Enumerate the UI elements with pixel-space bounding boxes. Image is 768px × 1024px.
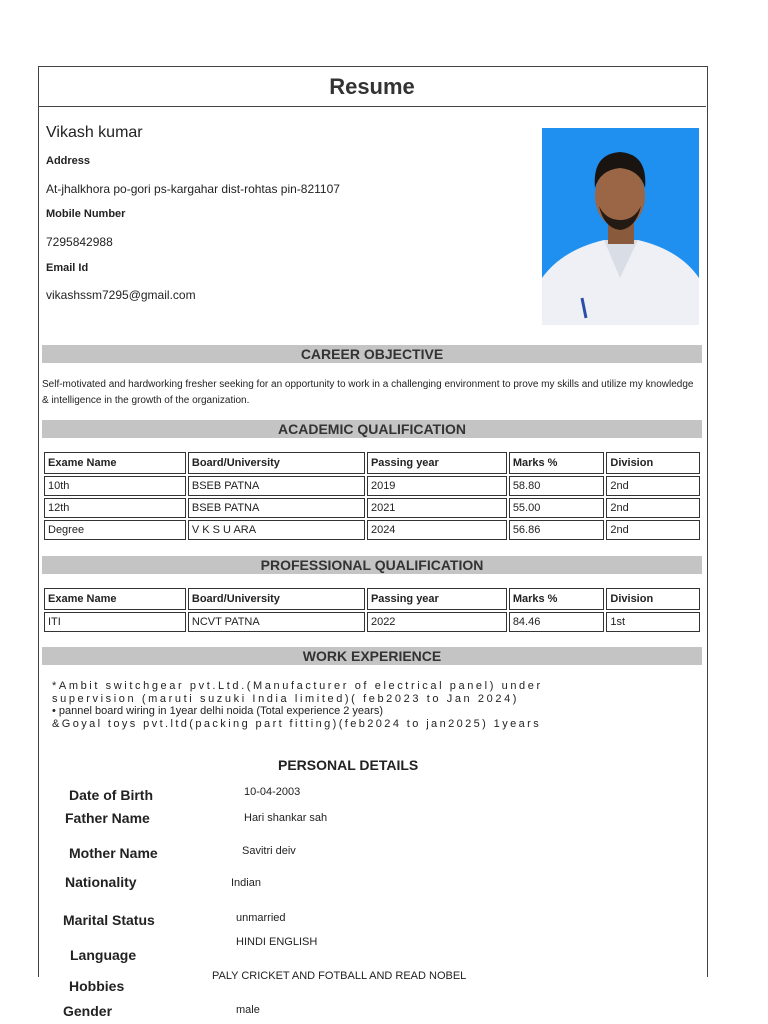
father-name-value: Hari shankar sah [244,812,328,824]
table-cell: 2nd [606,498,700,518]
table-cell: BSEB PATNA [188,498,365,518]
language-value: HINDI ENGLISH [236,936,318,948]
dob-label: Date of Birth [69,787,153,803]
table-header-cell: Exame Name [44,588,186,610]
mother-name-value: Savitri deiv [242,845,296,857]
table-cell: 55.00 [509,498,605,518]
mother-name-label: Mother Name [69,845,158,861]
table-header-cell: Passing year [367,452,507,474]
work-line-1: *Ambit switchgear pvt.Ltd.(Manufacturer of electrical panel) under [52,680,543,692]
table-header-row [44,452,700,474]
career-objective-heading: CAREER OBJECTIVE [42,345,702,363]
work-line-4: &Goyal toys pvt.ltd(packing part fitting)(feb2024 to jan2025) 1years [52,718,542,730]
career-objective-text: Self-motivated and hardworking fresher seeking for an opportunity to work in a challenging environment to prove my skills and utilize my knowledge & intelligence in the growth of the organization. [42,379,694,406]
table-cell: BSEB PATNA [188,476,365,496]
table-cell: 2024 [367,520,507,540]
table-cell: 84.46 [509,612,605,632]
table-row [44,498,700,518]
address-label: Address [46,155,91,167]
table-header-cell: Division [606,452,700,474]
personal-details-heading: PERSONAL DETAILS [278,757,419,773]
table-cell: NCVT PATNA [188,612,365,632]
marital-status-value: unmarried [236,912,286,924]
professional-qualification-heading: PROFESSIONAL QUALIFICATION [42,556,702,574]
gender-value: male [236,1004,260,1016]
table-header-cell: Board/University [188,588,365,610]
hobbies-label: Hobbies [69,978,125,994]
table-row [44,612,700,632]
table-header-cell: Board/University [188,452,365,474]
table-cell: V K S U ARA [188,520,365,540]
professional-table [42,586,702,634]
table-header-cell: Division [606,588,700,610]
table-header-cell: Marks % [509,452,605,474]
academic-qualification-heading: ACADEMIC QUALIFICATION [42,420,702,438]
nationality-label: Nationality [65,874,137,890]
title-row [38,66,706,107]
table-header-cell: Exame Name [44,452,186,474]
table-row [44,520,700,540]
work-line-3: • pannel board wiring in 1year delhi noida (Total experience 2 years) [52,705,383,717]
mobile-label: Mobile Number [46,208,126,220]
address-value: At-jhalkhora po-gori ps-kargahar dist-rohtas pin-821107 [46,182,340,196]
table-cell: 2019 [367,476,507,496]
table-cell: ITI [44,612,186,632]
table-row [44,476,700,496]
table-header-cell: Marks % [509,588,605,610]
candidate-name: Vikash kumar [46,124,143,141]
table-cell: 10th [44,476,186,496]
dob-value: 10-04-2003 [244,786,301,798]
resume-title: Resume [329,74,415,99]
table-cell: 2021 [367,498,507,518]
email-value: vikashssm7295@gmail.com [46,288,196,302]
hobbies-value: PALY CRICKET AND FOTBALL AND READ NOBEL [212,970,467,982]
table-header-row [44,588,700,610]
profile-photo [542,128,699,325]
table-cell: 58.80 [509,476,605,496]
email-label: Email Id [46,262,89,274]
work-experience-heading: WORK EXPERIENCE [42,647,702,665]
table-header-cell: Passing year [367,588,507,610]
marital-status-label: Marital Status [63,912,155,928]
table-cell: 12th [44,498,186,518]
table-cell: 2nd [606,476,700,496]
table-cell: 56.86 [509,520,605,540]
academic-table [42,450,702,542]
table-cell: 1st [606,612,700,632]
table-cell: Degree [44,520,186,540]
work-line-2: supervision (maruti suzuki India limited)( feb2023 to Jan 2024) [52,693,520,705]
gender-label: Gender [63,1003,113,1019]
language-label: Language [70,947,137,963]
father-name-label: Father Name [65,810,150,826]
nationality-value: Indian [231,877,261,889]
table-cell: 2nd [606,520,700,540]
table-cell: 2022 [367,612,507,632]
portrait-illustration [542,128,699,325]
mobile-value: 7295842988 [46,235,113,249]
